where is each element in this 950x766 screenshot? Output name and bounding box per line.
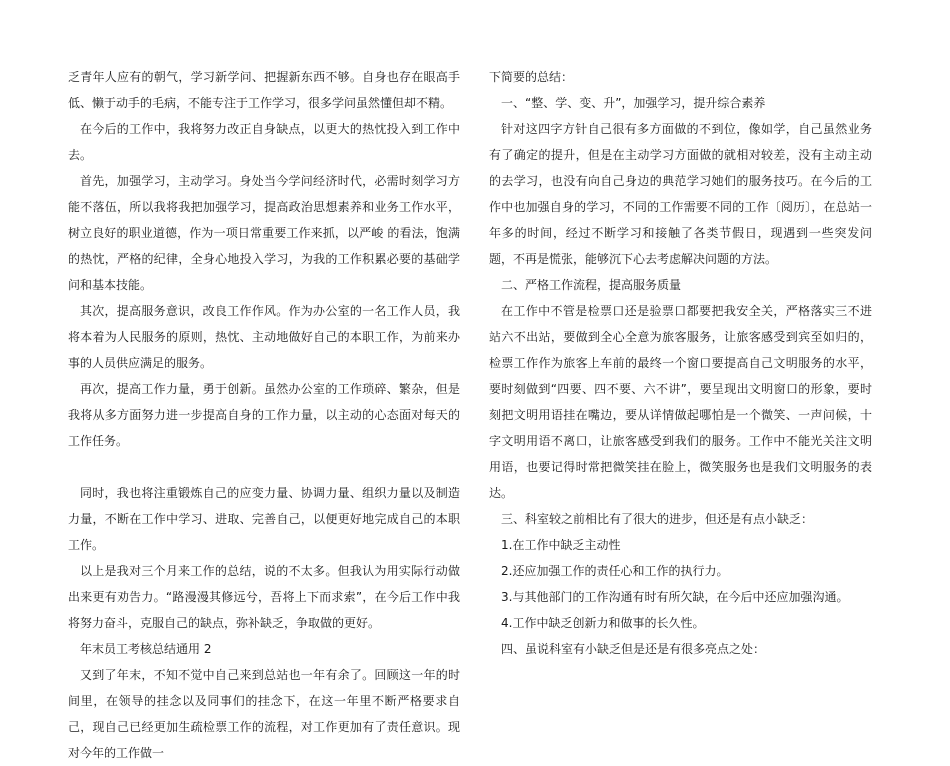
section-heading: 一、“整、学、变、升”，加强学习，提升综合素养 — [501, 96, 766, 110]
paragraph: 下简要的总结： — [489, 70, 574, 84]
list-item: 4.工作中缺乏创新力和做事的长久性。 — [501, 616, 705, 630]
list-item: 3.与其他部门的工作沟通有时有所欠缺，在今后中还应加强沟通。 — [501, 590, 849, 604]
paragraph: 又到了年末，不知不觉中自己来到总站也一年有余了。回顾这一年的时间里，在领导的挂念以及同事们的挂念下，在这一年里不断严格要求自己，现自己已经更加生疏检票工作的流程，对工作更加有了责任意识。现对今年的工作做一 — [68, 668, 460, 760]
list-item: 2.还应加强工作的责任心和工作的执行力。 — [501, 564, 729, 578]
paragraph-gap — [68, 454, 460, 480]
paragraph: 在工作中不管是检票口还是验票口都要把我安全关，严格落实三不进站六不出站，要做到全心全意为旅客服务，让旅客感受到宾至如归的，检票工作作为旅客上车前的最终一个窗口要提高自己文明服务的水平，要时刻做到“四要、四不要、六不讲”，要呈现出文明窗口的形象，要时刻把文明用语挂在嘴边，要从详情做起哪怕是一个微笑、一声问候，十字文明用语不离口，让旅客感受到我们的服务。工作中不能光关注文明用语，也要记得时常把微笑挂在脸上，微笑服务也是我们文明服务的表达。 — [489, 304, 872, 500]
paragraph: 同时，我也将注重锻炼自己的应变力量、协调力量、组织力量以及制造力量，不断在工作中学习、进取、完善自己，以便更好地完成自己的本职工作。 — [68, 486, 460, 552]
paragraph: 针对这四字方针自己很有多方面做的不到位，像如学，自己虽然业务有了确定的提升，但是在主动学习方面做的就相对较差，没有主动主动的去学习，也没有向自己身边的典范学习她们的服务技巧。在今后的工作中也加强自身的学习，不同的工作需要不同的工作〔阅历〕，在总站一年多的时间，经过不断学习和接触了各类节假日，现遇到一些突发问题，不再是慌张，能够沉下心去考虑解决问题的方法。 — [489, 122, 872, 266]
paragraph: 乏青年人应有的朝气，学习新学问、把握新东西不够。自身也存在眼高手低、懒于动手的毛病，不能专注于工作学习，很多学问虽然懂但却不精。 — [68, 70, 460, 110]
section-heading: 二、严格工作流程，提高服务质量 — [501, 278, 682, 292]
paragraph: 再次，提高工作力量，勇于创新。虽然办公室的工作琐碎、繁杂，但是我将从多方面努力进一步提高自身的工作力量，以主动的心态面对每天的工作任务。 — [68, 382, 460, 448]
left-column — [68, 64, 460, 766]
section-heading: 年末员工考核总结通用 2 — [80, 642, 212, 656]
paragraph: 其次，提高服务意识，改良工作作风。作为办公室的一名工作人员，我将本着为人民服务的原则，热忱、主动地做好自己的本职工作，为前来办事的人员供应满足的服务。 — [68, 304, 460, 370]
paragraph: 首先，加强学习，主动学习。身处当今学问经济时代，必需时刻学习方能不落伍，所以我将我把加强学习，提高政治思想素养和业务工作水平，树立良好的职业道德，作为一项日常重要工作来抓，以严峻 的看法，饱满的热忱，严格的纪律，全身心地投入学习，为我的工作积累必要的基础学问和基本技能。 — [68, 174, 460, 292]
paragraph: 以上是我对三个月来工作的总结，说的不太多。但我认为用实际行动做出来更有劝告力。“路漫漫其修远兮，吾将上下而求索”，在今后工作中我将努力奋斗，克服自己的缺点，弥补缺乏，争取做的更好。 — [68, 564, 460, 630]
right-column — [489, 64, 872, 662]
list-item: 1.在工作中缺乏主动性 — [501, 538, 621, 552]
section-heading: 三、科室较之前相比有了很大的进步，但还是有点小缺乏： — [501, 512, 814, 526]
section-heading: 四、虽说科室有小缺乏但是还是有很多亮点之处： — [501, 642, 766, 656]
paragraph: 在今后的工作中，我将努力改正自身缺点，以更大的热忱投入到工作中去。 — [68, 122, 460, 162]
